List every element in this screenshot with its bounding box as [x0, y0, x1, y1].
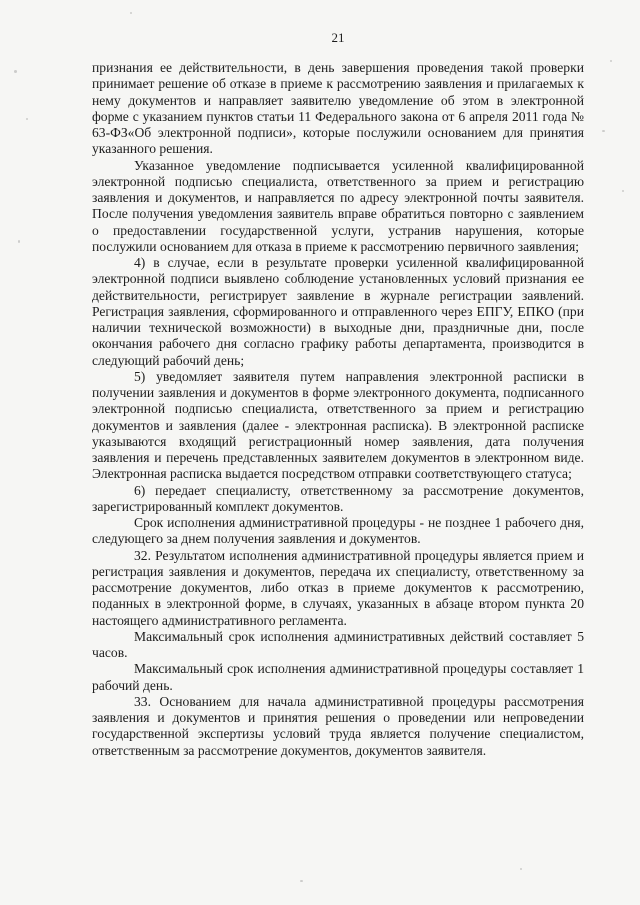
- scan-speck: [300, 880, 303, 882]
- paragraph-item-6: 6) передает специалисту, ответственному за рассмотрение документов, зарегистрированный комплект документов.: [92, 482, 584, 514]
- paragraph-33: 33. Основанием для начала административной процедуры рассмотрения заявления и документов и принятия решения о проведении или непроведении государственной экспертизы условий труда является получение специалистом, ответственным за рассмотрение документов, документов заявителя.: [92, 693, 584, 758]
- scan-speck: [602, 130, 605, 132]
- scan-speck: [18, 240, 20, 243]
- paragraph-32: 32. Результатом исполнения административной процедуры является прием и регистрация заявления и документов, передача их специалисту, ответственному за рассмотрение документов, либо отказ в приеме документов к рассмотрению, поданных в электронной форме, в случаях, указанных в абзаце втором пункта 20 настоящего административного регламента.: [92, 547, 584, 628]
- paragraph-notice-signing: Указанное уведомление подписывается усиленной квалифицированной электронной подписью специалиста, ответственного за прием и регистрацию заявления и документов, и направляется по адресу электронной почты заявителя. После получения уведомления заявитель вправе обратиться повторно с заявлением о предоставлении государственной услуги, устранив нарушения, которые послужили основанием для отказа в приеме к рассмотрению первичного заявления;: [92, 157, 584, 254]
- paragraph-max-actions: Максимальный срок исполнения административных действий составляет 5 часов.: [92, 628, 584, 660]
- scan-speck: [622, 190, 624, 192]
- document-body: [92, 60, 584, 759]
- page-number: 21: [331, 30, 345, 45]
- scan-speck: [610, 60, 612, 62]
- paragraph-continuation: признания ее действительности, в день завершения проведения такой проверки принимает решение об отказе в приеме к рассмотрению заявления и прилагаемых к нему документов и направляет заявителю уведомление об этом в электронной форме с указанием пунктов статьи 11 Федерального закона от 6 апреля 2011 года № 63-ФЗ«Об электронной подписи», которые послужили основанием для принятия указанного решения.: [92, 60, 584, 157]
- paragraph-deadline: Срок исполнения административной процедуры - не позднее 1 рабочего дня, следующего за днем получения заявления и документов.: [92, 515, 584, 547]
- paragraph-item-4: 4) в случае, если в результате проверки усиленной квалифицированной электронной подписи выявлено соблюдение установленных условий признания ее действительности, регистрирует заявление в журнале регистрации заявлений. Регистрация заявления, сформированного и отправленного через ЕПГУ, ЕПКО (при наличии технической возможности) в выходные дни, праздничные дни, после окончания рабочего дня согласно графику работы департамента, производится в следующий рабочий день;: [92, 255, 584, 368]
- scan-speck: [130, 12, 132, 14]
- scan-speck: [26, 118, 28, 120]
- paragraph-item-5: 5) уведомляет заявителя путем направления электронной расписки в получении заявления и документов в форме электронного документа, подписанного электронной подписью специалиста, ответственного за прием и регистрацию документов и заявления (далее - электронная расписка). В электронной расписке указываются входящий регистрационный номер заявления, дата получения заявления и перечень представленных заявителем документов в электронном виде. Электронная расписка выдается посредством отправки соответствующего статуса;: [92, 368, 584, 482]
- scan-speck: [14, 70, 17, 73]
- scan-speck: [520, 868, 522, 870]
- paragraph-max-procedure: Максимальный срок исполнения административной процедуры составляет 1 рабочий день.: [92, 661, 584, 693]
